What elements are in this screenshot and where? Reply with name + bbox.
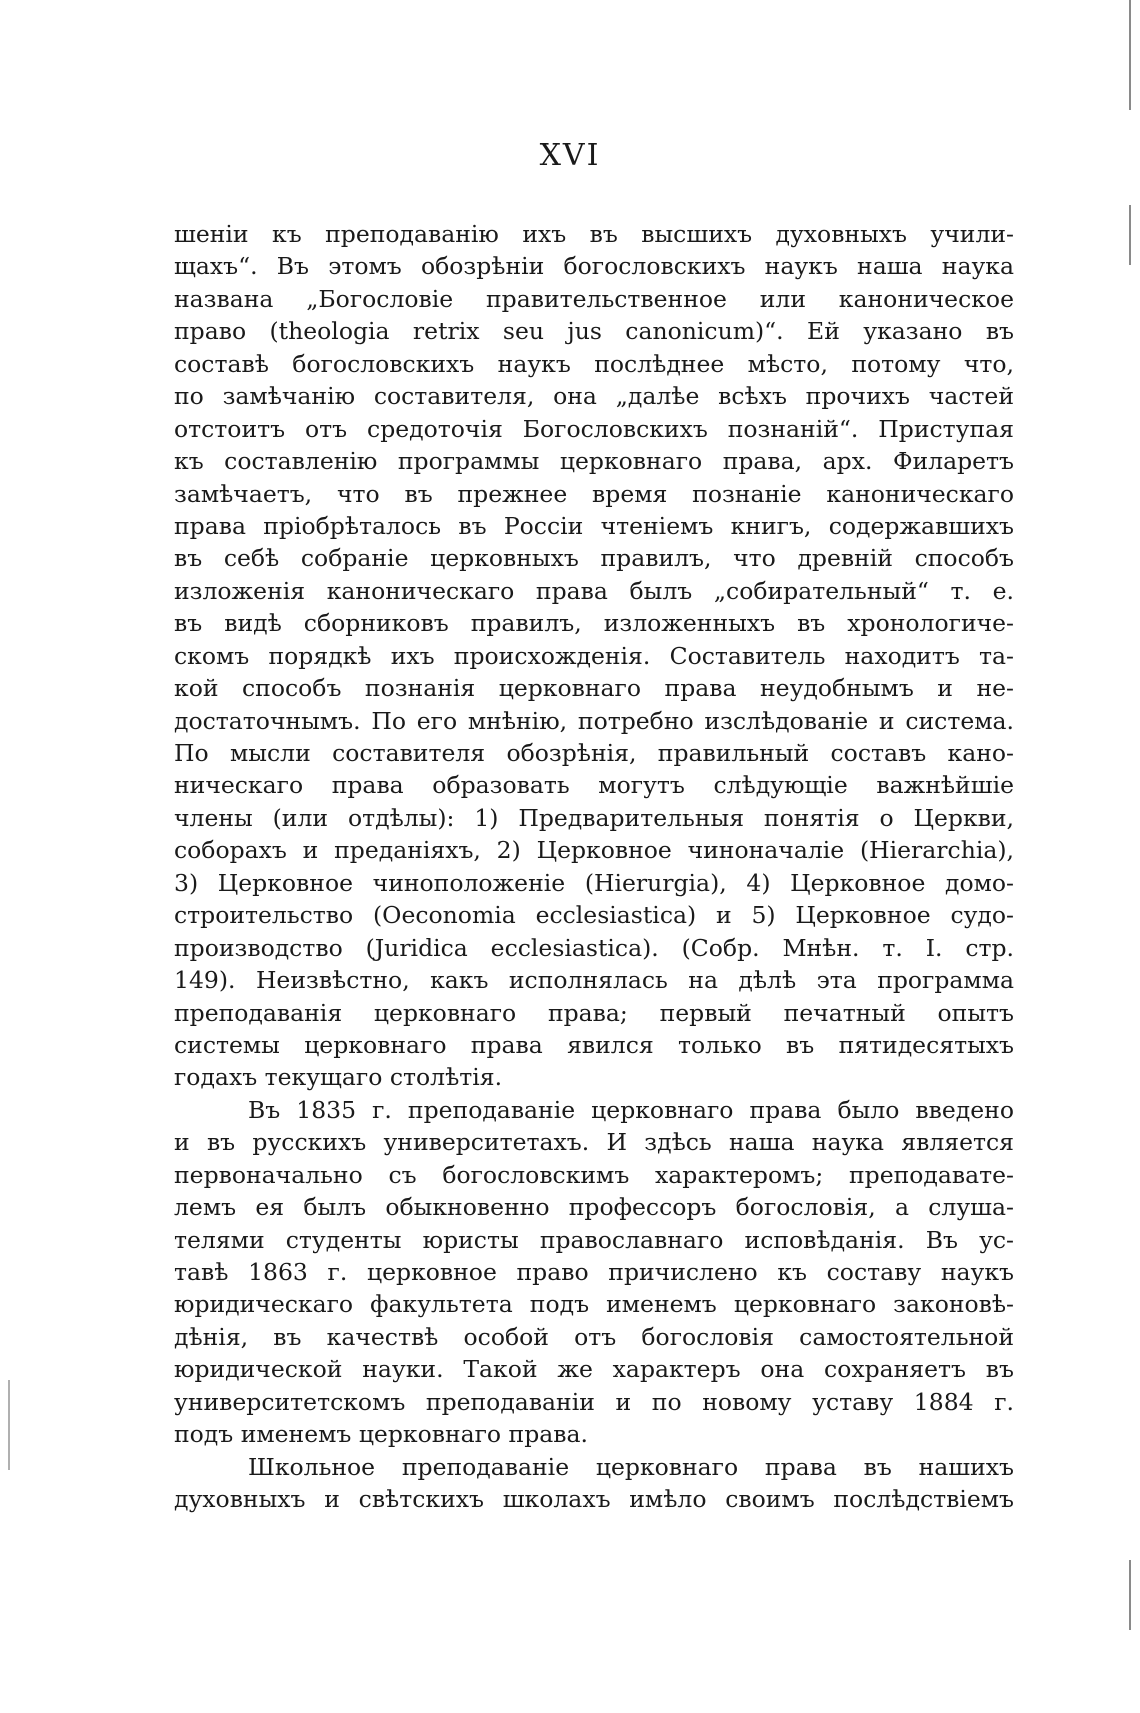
text-line: къ составленію программы церковнаго права, арх. Филаретъ	[174, 447, 1014, 476]
text-line: замѣчаетъ, что въ прежнее время познаніе каноническаго	[174, 479, 1014, 508]
text-line: 149). Неизвѣстно, какъ исполнялась на дѣлѣ эта программа	[174, 966, 1014, 995]
text-line: 3) Церковное чиноположеніе (Hierurgia), 4) Церковное домо-	[174, 868, 1014, 897]
text-line: юридической науки. Такой же характеръ она сохраняетъ въ	[174, 1355, 1014, 1384]
text-line: щахъ“. Въ этомъ обозрѣніи богословскихъ наукъ наша наука	[174, 252, 1014, 281]
text-line: тавѣ 1863 г. церковное право причислено къ составу наукъ	[174, 1258, 1014, 1286]
page-number: XVI	[539, 138, 601, 173]
text-line: По мысли составителя обозрѣнія, правильный составъ кано-	[174, 739, 1014, 767]
scan-edge-mark	[1129, 205, 1131, 265]
text-line: члены (или отдѣлы): 1) Предварительныя понятія о Церкви,	[174, 803, 1014, 832]
text-line: духовныхъ и свѣтскихъ школахъ имѣло своимъ послѣдствіемъ	[174, 1485, 1014, 1514]
scan-edge-mark	[1129, 1560, 1131, 1630]
text-line: преподаванія церковнаго права; первый печатный опытъ	[174, 998, 1014, 1027]
paragraph-end-line: подъ именемъ церковнаго права.	[174, 1420, 588, 1449]
text-line: производство (Juridica ecclesiastica). (Собр. Мнѣн. т. I. стр.	[174, 933, 1014, 962]
text-line: права пріобрѣталось въ Россіи чтеніемъ книгъ, содержавшихъ	[174, 511, 1014, 540]
text-line: соборахъ и преданіяхъ, 2) Церковное чиноначаліе (Hierarchia),	[174, 836, 1014, 865]
paragraph-start-line: Въ 1835 г. преподаваніе церковнаго права было введено	[248, 1095, 1014, 1124]
scan-edge-mark	[8, 1380, 10, 1470]
text-line: лемъ ея былъ обыкновенно профессоръ богословія, а слуша-	[174, 1193, 1014, 1222]
text-line: первоначально съ богословскимъ характеромъ; преподавате-	[174, 1160, 1014, 1189]
paragraph-end-line: годахъ текущаго столѣтія.	[174, 1063, 503, 1092]
text-line: по замѣчанію составителя, она „далѣе всѣхъ прочихъ частей	[174, 382, 1014, 411]
text-line: дѣнія, въ качествѣ особой отъ богословія самостоятельной	[174, 1322, 1014, 1351]
text-line: въ себѣ собраніе церковныхъ правилъ, что древній способъ	[174, 544, 1014, 573]
text-line: достаточнымъ. По его мнѣнію, потребно изслѣдованіе и система.	[174, 706, 1014, 735]
text-line: право (theologia retrix seu jus canonicum)“. Ей указано въ	[174, 317, 1014, 346]
scan-edge-mark	[1129, 0, 1131, 110]
text-line: скомъ порядкѣ ихъ происхожденія. Составитель находитъ та-	[174, 641, 1014, 670]
text-line: ническаго права образовать могутъ слѣдующіе важнѣйшіе	[174, 771, 1014, 800]
body-text	[174, 218, 1014, 1516]
text-line: и въ русскихъ университетахъ. И здѣсь наша наука является	[174, 1128, 1014, 1157]
text-line: въ видѣ сборниковъ правилъ, изложенныхъ въ хронологиче-	[174, 609, 1014, 638]
text-line: строительство (Oeconomia ecclesiastica) и 5) Церковное судо-	[174, 901, 1014, 930]
text-line: юридическаго факультета подъ именемъ церковнаго законовѣ-	[174, 1290, 1014, 1319]
text-line: университетскомъ преподаваніи и по новому уставу 1884 г.	[174, 1387, 1014, 1416]
paragraph-start-line: Школьное преподаваніе церковнаго права въ нашихъ	[248, 1452, 1014, 1481]
text-line: названа „Богословіе правительственное или каноническое	[174, 284, 1014, 313]
text-line: отстоитъ отъ средоточія Богословскихъ познаній“. Приступая	[174, 414, 1014, 443]
text-line: телями студенты юристы православнаго исповѣданія. Въ ус-	[174, 1225, 1014, 1254]
text-line: системы церковнаго права явился только въ пятидесятыхъ	[174, 1030, 1014, 1059]
text-line: кой способъ познанія церковнаго права неудобнымъ и не-	[174, 674, 1014, 703]
text-line: шеніи къ преподаванію ихъ въ высшихъ духовныхъ учили-	[174, 220, 1014, 248]
text-line: изложенія каноническаго права былъ „собирательный“ т. е.	[174, 576, 1014, 605]
text-line: составѣ богословскихъ наукъ послѣднее мѣсто, потому что,	[174, 349, 1014, 378]
